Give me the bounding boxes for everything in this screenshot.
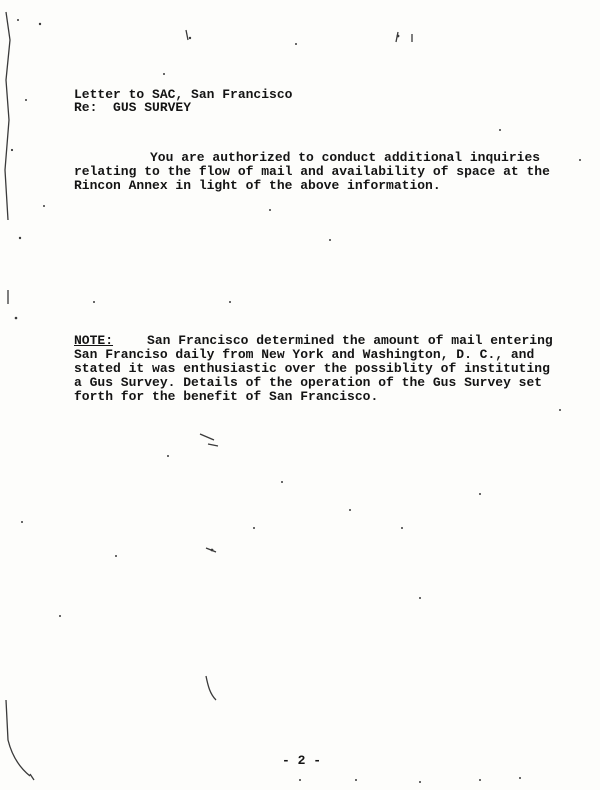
note-line-3: stated it was enthusiastic over the possiblity of instituting (74, 361, 550, 376)
body-line-2: relating to the flow of mail and availability of space at the (74, 164, 550, 179)
note-line-5: forth for the benefit of San Francisco. (74, 389, 379, 404)
note-line-1 (74, 334, 553, 348)
body-line-3: Rincon Annex in light of the above information. (74, 178, 441, 193)
note-line-2: San Franciso daily from New York and Washington, D. C., and (74, 347, 535, 362)
page-number: - 2 - (282, 753, 322, 768)
subject-label: Re: (74, 100, 98, 115)
subject-line (74, 101, 191, 115)
letter-recipient: Letter to SAC, San Francisco (74, 87, 293, 102)
note-line-4: a Gus Survey. Details of the operation of the Gus Survey set (74, 375, 543, 390)
body-line-1: You are authorized to conduct additional inquiries (150, 150, 541, 165)
subject-value: GUS SURVEY (113, 100, 192, 115)
note-label: NOTE: (74, 333, 114, 348)
note-first-line: San Francisco determined the amount of mail entering (147, 333, 553, 348)
